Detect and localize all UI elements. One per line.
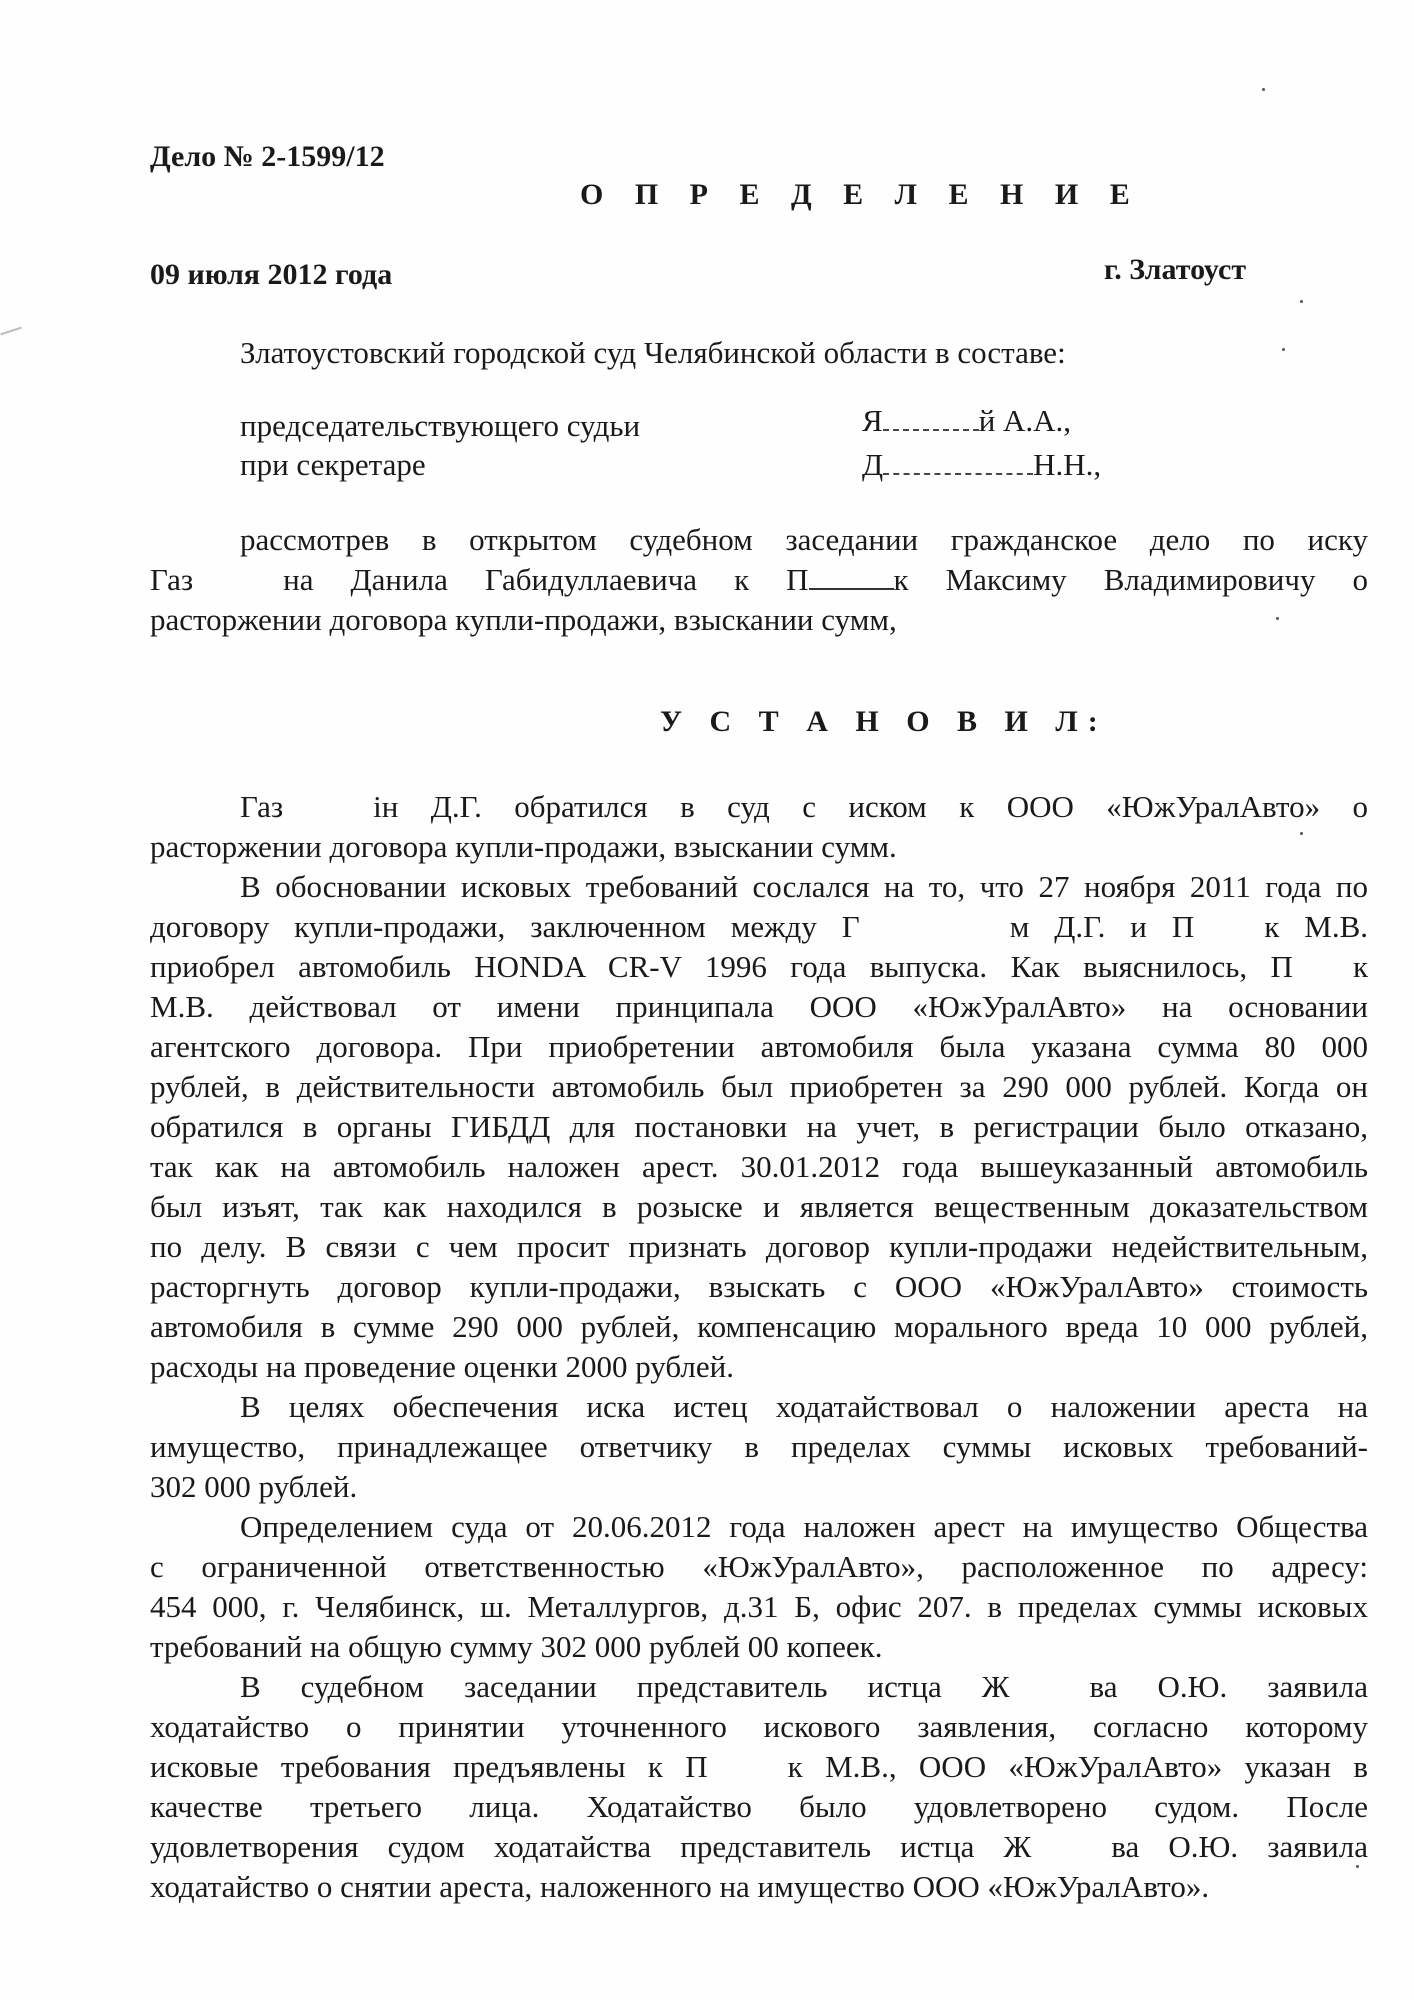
body-line: ходатайство о принятии уточненного искового заявления, согласно которому [150,1709,1368,1744]
document-title: О П Р Е Д Е Л Е Н И Е [580,178,1142,211]
redaction-mark [883,455,1033,475]
body-text: исковые требования предъявлены к П [150,1749,708,1784]
body-text: ва О.Ю. заявила [1111,1829,1368,1864]
document-city: г. Златоуст [1104,253,1247,286]
judge-name-start: Я [862,403,883,438]
document-date: 09 июля 2012 года [150,258,393,291]
body-line: обратился в органы ГИБДД для постановки на учет, в регистрации было отказано, [150,1109,1368,1144]
body-line [240,1667,1368,1707]
body-text: ва О.Ю. заявила [1089,1669,1368,1704]
body-line [150,1747,1368,1787]
body-line: имущество, принадлежащее ответчику в пределах суммы исковых требований- [150,1429,1368,1464]
body-text: ін Д.Г. обратился в суд с иском к ООО «ЮжУралАвто» о [373,789,1368,824]
body-line [150,947,1368,987]
body-line: ходатайство о снятии ареста, наложенного на имущество ООО «ЮжУралАвто». [150,1869,1210,1904]
body-line: требований на общую сумму 302 000 рублей 00 копеек. [150,1629,883,1664]
body-text: В судебном заседании представитель истца Ж [240,1669,1010,1704]
body-text: удовлетворения судом ходатайства представитель истца Ж [150,1829,1032,1864]
body-line: агентского договора. При приобретении автомобиля была указана сумма 80 000 [150,1029,1368,1064]
body-line: по делу. В связи с чем просит признать договор купли-продажи недействительным, [150,1229,1368,1264]
body-line: М.В. действовал от имени принципала ООО «ЮжУралАвто» на основании [150,989,1368,1024]
scan-fold-mark [0,327,22,336]
court-composition: Златоустовский городской суд Челябинской области в составе: [240,335,1066,370]
body-line: расторгнуть договор купли-продажи, взыскать с ООО «ЮжУралАвто» стоимость [150,1269,1368,1304]
body-line [240,787,1368,827]
judge-label: председательствующего судьи [240,408,641,443]
body-text: Газ [240,789,284,824]
case-number: Дело № 2-1599/12 [150,140,385,173]
scan-speck [1300,300,1303,303]
scan-speck [1282,348,1285,351]
body-line: качестве третьего лица. Ходатайство было удовлетворено судом. После [150,1789,1368,1824]
redaction-mark [883,411,979,431]
judge-name [862,403,1071,439]
scan-speck [1262,88,1265,91]
body-line: рублей, в действительности автомобиль был приобретен за 290 000 рублей. Когда он [150,1069,1368,1104]
body-line [150,907,1368,947]
intro-text: на Данила Габидуллаевича к П [283,562,809,597]
body-line: так как на автомобиль наложен арест. 30.01.2012 года вышеуказанный автомобиль [150,1149,1368,1184]
secretary-name [862,447,1101,483]
body-text: к [1352,949,1368,984]
redaction-mark [809,570,894,590]
body-line: 302 000 рублей. [150,1469,358,1504]
body-line: В обосновании исковых требований сослался на то, что 27 ноября 2011 года по [240,869,1368,904]
section-heading: У С Т А Н О В И Л: [660,705,1108,738]
body-text: приобрел автомобиль HONDA CR-V 1996 года выпуска. Как выяснилось, П [150,949,1293,984]
body-text: м Д.Г. и П [1009,909,1195,944]
body-text: к М.В. [1264,909,1368,944]
body-line: с ограниченной ответственностью «ЮжУралАвто», расположенное по адресу: [150,1549,1368,1584]
body-line: 454 000, г. Челябинск, ш. Металлургов, д.31 Б, офис 207. в пределах суммы исковых [150,1589,1368,1624]
intro-line: расторжении договора купли-продажи, взыскании сумм, [150,602,897,637]
body-line: расходы на проведение оценки 2000 рублей. [150,1349,734,1384]
intro-line: рассмотрев в открытом судебном заседании гражданское дело по иску [240,522,1368,557]
body-text: к М.В., ООО «ЮжУралАвто» указан в [787,1749,1368,1784]
secretary-name-start: Д [862,447,884,482]
secretary-name-end: Н.Н., [1033,447,1102,482]
secretary-label: при секретаре [240,447,426,482]
body-line: В целях обеспечения иска истец ходатайствовал о наложении ареста на [240,1389,1368,1424]
body-line: расторжении договора купли-продажи, взыскании сумм. [150,829,897,864]
intro-line [150,560,1368,600]
body-text: договору купли-продажи, заключенном между Г [150,909,860,944]
body-line: автомобиля в сумме 290 000 рублей, компенсацию морального вреда 10 000 рублей, [150,1309,1368,1344]
judge-name-end: й А.А., [978,403,1072,438]
body-line [150,1827,1368,1867]
intro-text: к Максиму Владимировичу о [893,562,1368,597]
body-line: Определением суда от 20.06.2012 года наложен арест на имущество Общества [240,1509,1368,1544]
body-line: был изъят, так как находился в розыске и является вещественным доказательством [150,1189,1368,1224]
plaintiff-name-part: Газ [150,562,194,597]
